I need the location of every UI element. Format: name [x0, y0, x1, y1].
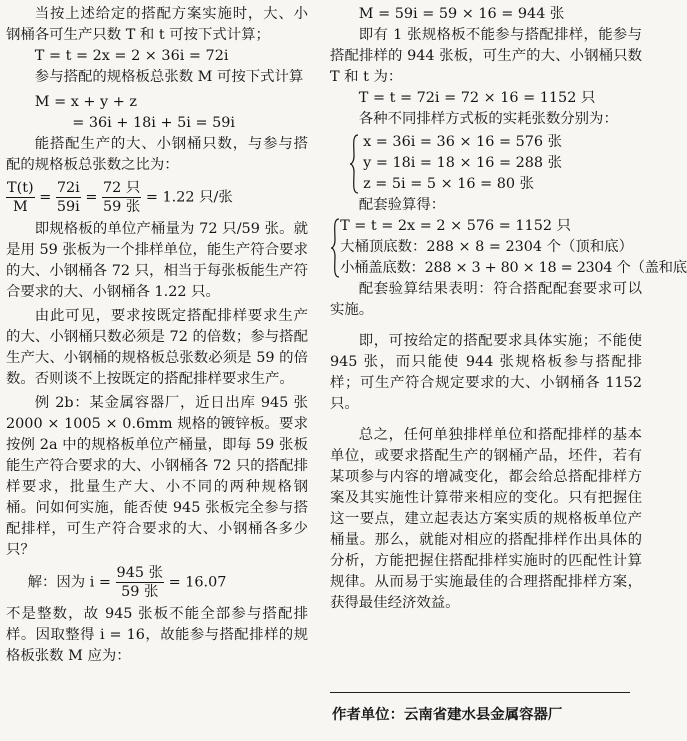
- formula-z: z = 5i = 5 × 16 = 80 张: [363, 176, 535, 192]
- formula-M-value: M = 59i = 59 × 16 = 944 张: [358, 6, 565, 22]
- check-group: [330, 216, 687, 279]
- brace-icon: [349, 134, 359, 194]
- formula-M-expand: = 36i + 18i + 5i = 59i: [72, 115, 235, 131]
- fraction: $\frac{72i}{59i}$: [56, 180, 80, 215]
- paragraph: 即有 1 张规格板不能参与搭配排样，能参与搭配排样的 944 张板，可生产的大、小钢桶只数 T 和 t 为：: [330, 27, 642, 85]
- formula-x: x = 36i = 36 × 16 = 576 张: [363, 134, 563, 150]
- brace-icon: [330, 218, 340, 278]
- formula-M: M = x + y + z: [34, 94, 137, 110]
- fraction: $\frac{\text{945 张}}{\text{59 张}}$: [116, 565, 163, 600]
- paragraph: 能搭配生产的大、小钢桶只数，与参与搭配的规格板总张数之比为：: [6, 136, 308, 173]
- ratio-formula: $\frac{T(t)}{M}$ = $\frac{72i}{59i}$ = $\frac{\text{72 只}}{\text{59 张}}$ = 1.22 只/张: [7, 180, 233, 215]
- author-affiliation: 作者单位：云南省建水县金属容器厂: [332, 707, 563, 723]
- paragraph: 由此可见，要求按既定搭配排样要求生产的大、小钢桶只数必须是 72 的倍数；参与搭配生产大、小钢桶的规格板总张数必须是 59 的倍数。否则谈不上按既定的搭配排样要求生产。: [6, 308, 308, 387]
- paragraph: 即规格板的单位产桶量为 72 只/59 张。就是用 59 张板为一个排样单位，能生产符合要求的大、小钢桶各 72 只，相当于每张板能生产符合要求的大、小钢桶各 1.22 只。: [6, 221, 308, 300]
- paragraph: 例 2b：某金属容器厂，近日出库 945 张 2000 × 1005 × 0.6mm 规格的镀锌板。要求按例 2a 中的规格板单位产桶量，即每 59 张板能生产符合要求的大、小钢桶各 72 只的搭配排样要求，批量生产大、小不同的两种规格钢桶。问如何实施，能否使 945 张板完全参与搭配排样，可生产符合要求的大、小钢桶各多少只？: [6, 395, 308, 558]
- paragraph: 各种不同排样方式板的实耗张数分别为：: [358, 111, 618, 127]
- fraction: $\frac{\text{72 只}}{\text{59 张}}$: [102, 180, 141, 215]
- divider: [330, 692, 630, 693]
- right-column: [330, 4, 687, 614]
- paragraph: 当按上述给定的搭配方案实施时，大、小钢桶各可生产只数 T 和 t 可按下式计算；: [6, 6, 308, 43]
- check-line-1: T = t = 2x = 2 × 576 = 1152 只: [340, 218, 571, 234]
- left-column: [6, 4, 308, 667]
- formula-y: y = 18i = 18 × 16 = 288 张: [363, 155, 563, 171]
- paragraph: 配套验算结果表明：符合搭配配套要求可以实施。: [330, 281, 642, 318]
- paragraph: 不是整数，故 945 张板不能全部参与搭配排样。因取整得 i = 16，故能参与搭配排样的规格板张数 M 应为：: [6, 606, 308, 664]
- solve-formula: 解：因为 i = $\frac{\text{945 张}}{\text{59 张}}$ = 16.07: [27, 565, 227, 600]
- check-line-3: 小桶盖底数：288 × 3 + 80 × 18 = 2304 个（盖和底: [340, 260, 687, 276]
- sheet-count-group: [330, 132, 642, 195]
- fraction: $\frac{T(t)}{M}$: [7, 180, 34, 215]
- check-title: 配套验算得：: [358, 197, 446, 213]
- paragraph: 总之，任何单独排样单位和搭配排样的基本单位，或要求搭配生产的钢桶产品，坯件，若有某项参与内容的增减变化，都会给总搭配排样方案及其实施性计算带来相应的变化。只有把握住这一要点，建立起表达方案实质的规格板单位产桶量。那么，就能对相应的搭配排样作出具体的分析，方能把握住搭配排样实施时的匹配性计算规律。从而易于实施最佳的合理搭配排样方案，获得最佳经济效益。: [330, 427, 642, 611]
- formula-T-value: T = t = 72i = 72 × 16 = 1152 只: [358, 90, 596, 106]
- paragraph: 参与搭配的规格板总张数 M 可按下式计算: [34, 69, 304, 85]
- paragraph: 即，可按给定的搭配要求具体实施；不能使 945 张，而只能使 944 张规格板参与搭配排样；可生产符合规定要求的大、小钢桶各 1152 只。: [330, 333, 642, 412]
- check-line-2: 大桶顶底数：288 × 8 = 2304 个（顶和底）: [340, 239, 634, 255]
- formula-T: T = t = 2x = 2 × 36i = 72i: [34, 48, 229, 64]
